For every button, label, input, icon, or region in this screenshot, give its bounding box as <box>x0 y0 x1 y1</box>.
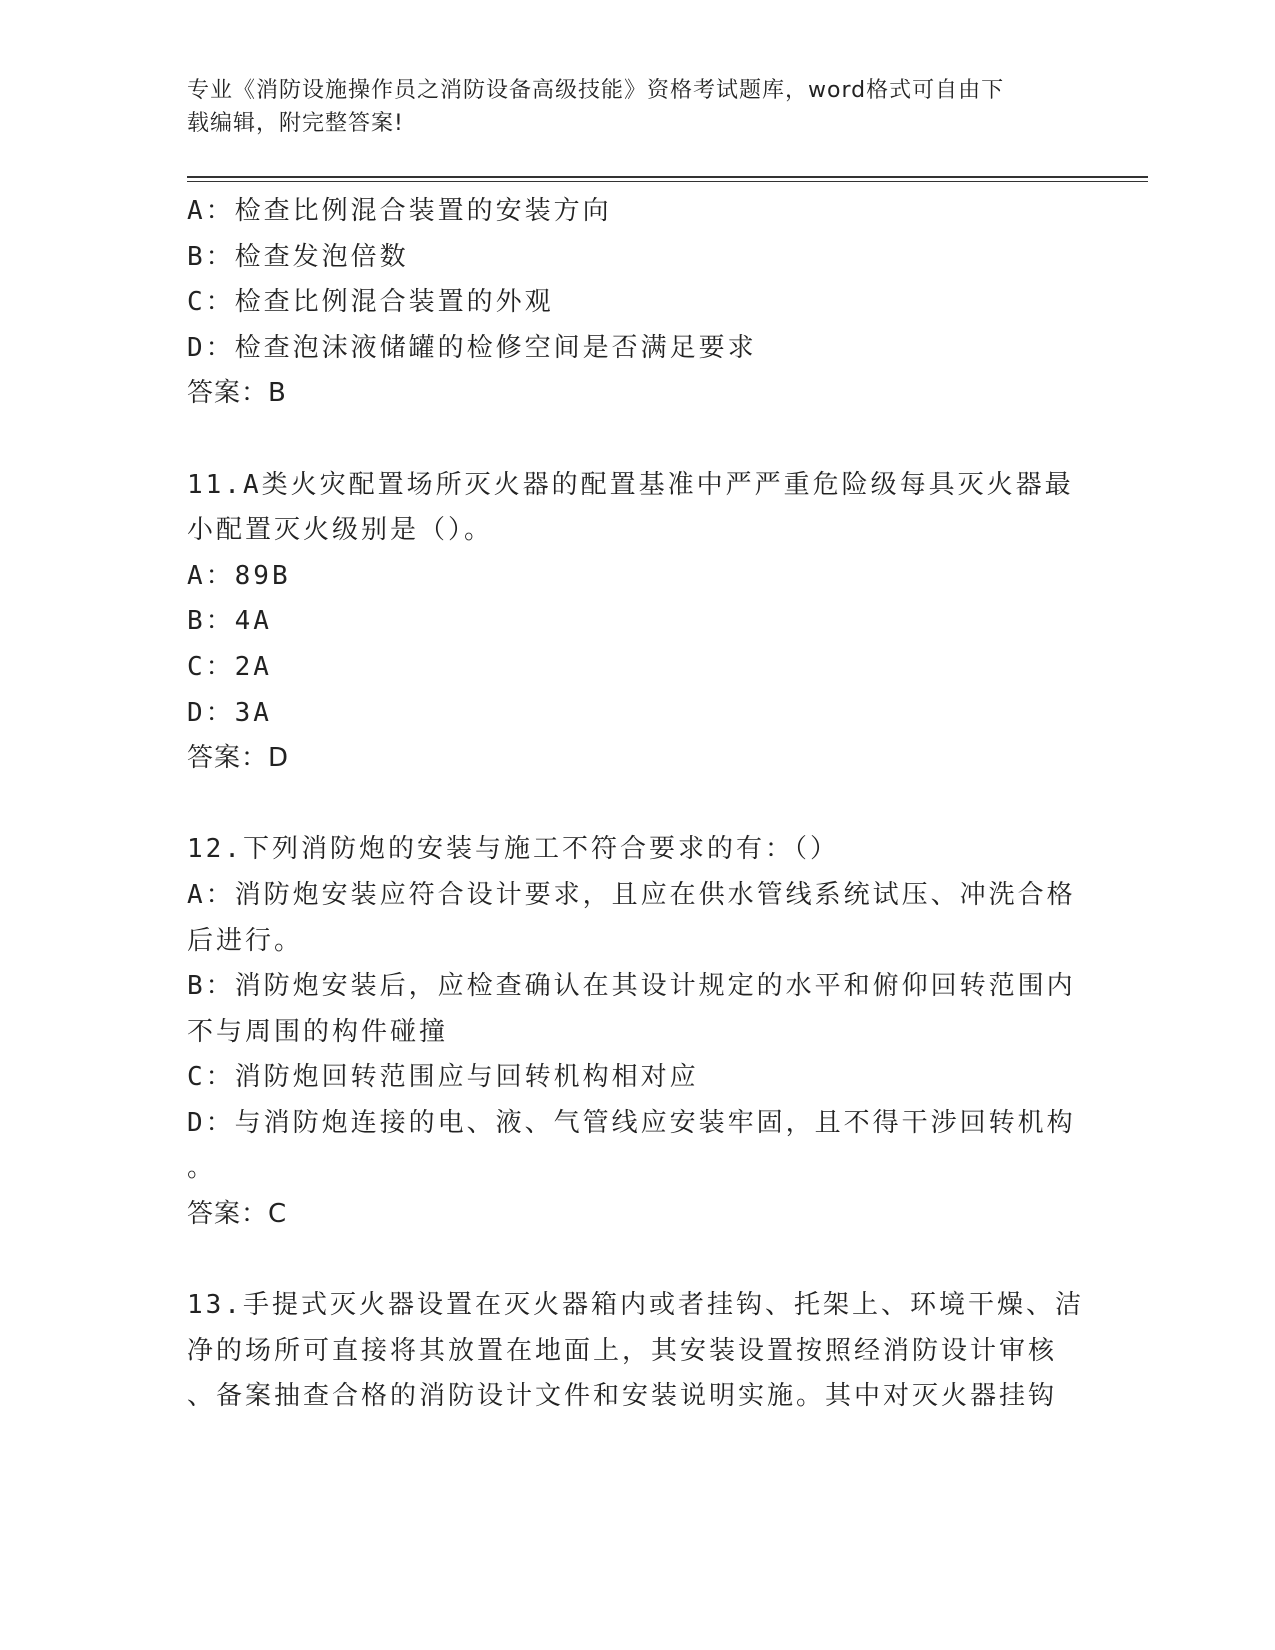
option-c: C：2A <box>187 651 272 682</box>
question-12 <box>187 827 1076 1237</box>
option-b: B：检查发泡倍数 <box>187 241 409 272</box>
question-stem: 11.A类火灾配置场所灭火器的配置基准中严严重危险级每具灭火器最 <box>187 469 1074 500</box>
option-b-cont: 不与周围的构件碰撞 <box>187 1016 449 1047</box>
question-list <box>187 189 1084 1420</box>
question-stem-cont: 、备案抽查合格的消防设计文件和安装说明实施。其中对灭火器挂钩 <box>187 1381 1058 1412</box>
option-d-cont: 。 <box>187 1153 217 1184</box>
option-d: D：与消防炮连接的电、液、气管线应安装牢固，且不得干涉回转机构 <box>187 1107 1076 1138</box>
option-b: B：消防炮安装后，应检查确认在其设计规定的水平和俯仰回转范围内 <box>187 971 1076 1002</box>
question-10 <box>187 189 1067 417</box>
answer: 答案：C <box>187 1199 288 1230</box>
question-11 <box>187 463 1074 782</box>
question-stem-cont: 小配置灭火级别是（）。 <box>187 515 494 546</box>
option-c: C：消防炮回转范围应与回转机构相对应 <box>187 1062 699 1093</box>
question-stem: 12.下列消防炮的安装与施工不符合要求的有：（） <box>187 834 839 865</box>
document-header <box>187 74 1067 140</box>
spacer <box>187 1238 1067 1284</box>
option-d: D：3A <box>187 697 272 728</box>
option-a-cont: 后进行。 <box>187 925 304 956</box>
option-a: A：89B <box>187 560 291 591</box>
answer: 答案：D <box>187 743 290 774</box>
spacer <box>187 782 1067 828</box>
option-a: A：消防炮安装应符合设计要求，且应在供水管线系统试压、冲洗合格 <box>187 879 1076 910</box>
option-b: B：4A <box>187 606 272 637</box>
option-d: D：检查泡沫液储罐的检修空间是否满足要求 <box>187 332 757 363</box>
header-rule-thick <box>187 176 1148 178</box>
header-rule-thin <box>187 181 1148 182</box>
option-a: A：检查比例混合装置的安装方向 <box>187 196 612 226</box>
header-line-1: 专业《消防设施操作员之消防设备高级技能》资格考试题库，word格式可自由下 <box>187 78 1005 103</box>
header-line-2: 载编辑，附完整答案! <box>187 111 404 136</box>
question-stem-cont: 净的场所可直接将其放置在地面上，其安装设置按照经消防设计审核 <box>187 1335 1058 1366</box>
option-c: C：检查比例混合装置的外观 <box>187 287 554 318</box>
question-stem: 13.手提式灭火器设置在灭火器箱内或者挂钩、托架上、环境干燥、洁 <box>187 1290 1084 1321</box>
question-13 <box>187 1283 1084 1420</box>
answer: 答案：B <box>187 378 287 409</box>
spacer <box>187 417 1067 463</box>
